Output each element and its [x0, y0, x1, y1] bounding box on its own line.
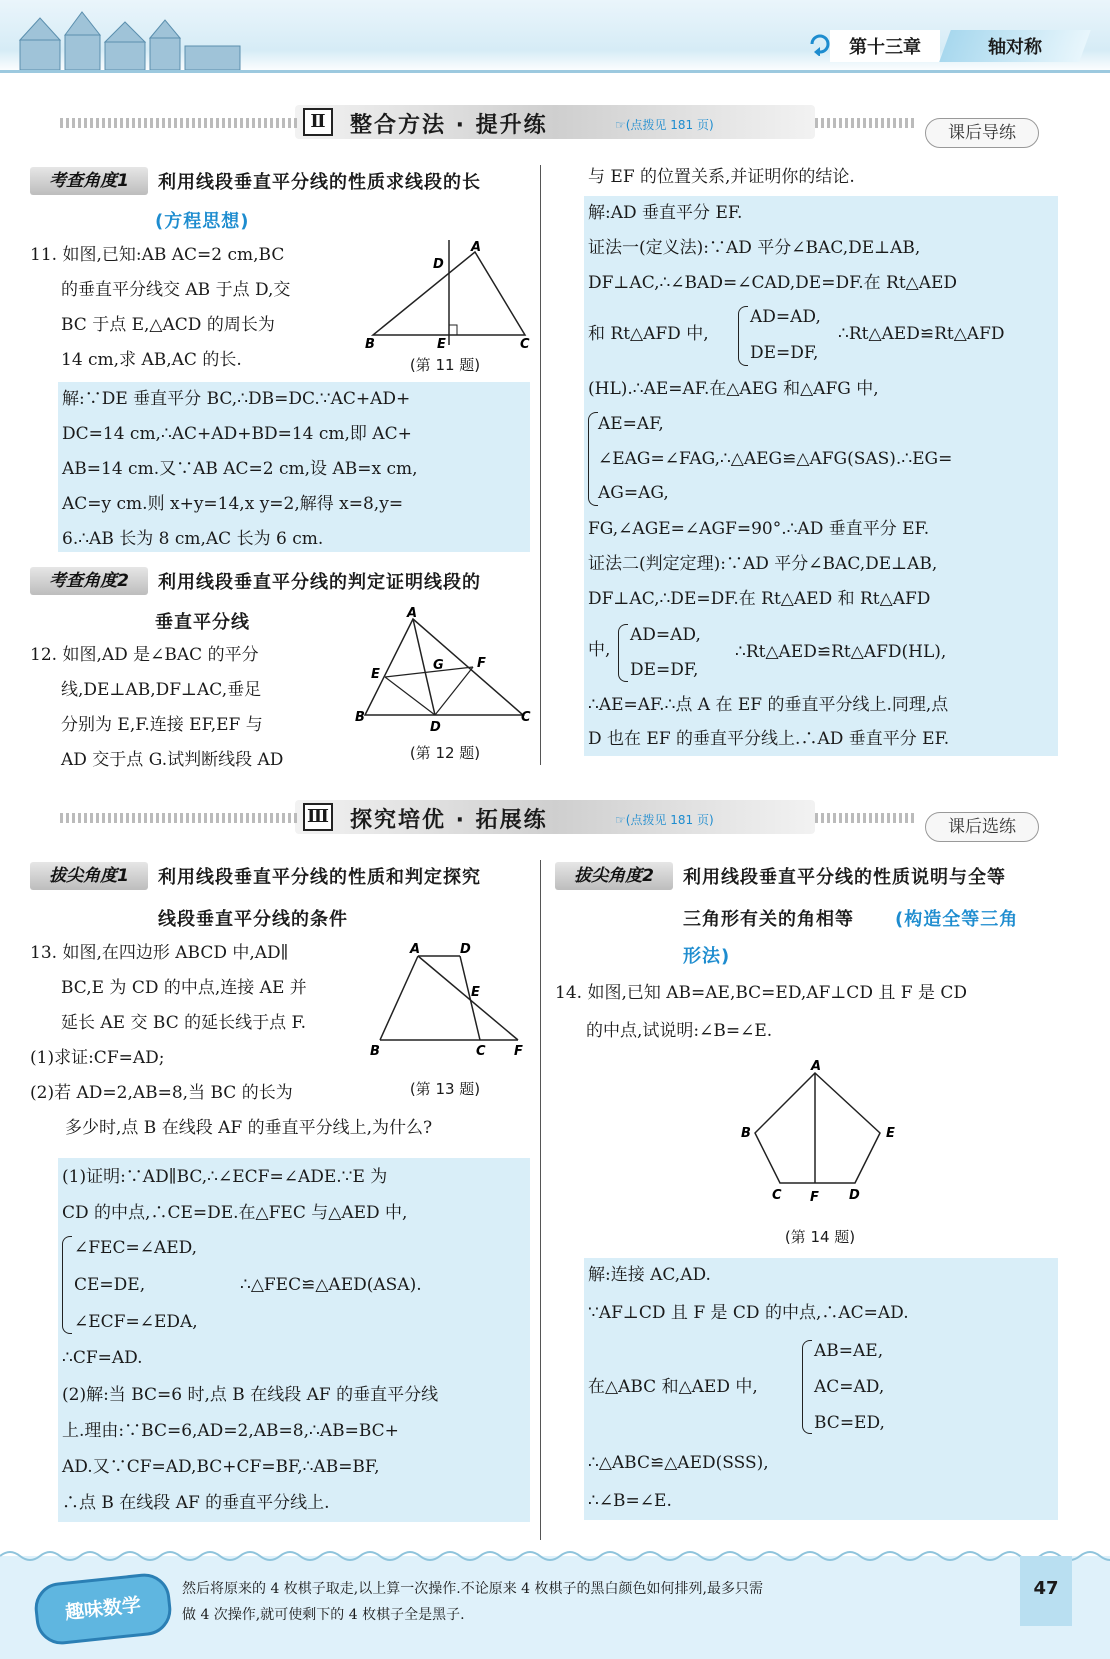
header-rule	[0, 70, 1110, 73]
solution-line: 上.理由:∵BC=6,AD=2,AB=8,∴AB=BC+	[62, 1421, 399, 1441]
q12-line: 分别为 E,F.连接 EF,EF 与	[61, 715, 263, 735]
angle2-text: 利用线段垂直平分线的判定证明线段的	[158, 572, 481, 593]
q12-line: 线,DE⊥AB,DF⊥AC,垂足	[61, 680, 262, 700]
solution-line: FG,∠AGE=∠AGF=90°.∴AD 垂直平分 EF.	[588, 519, 930, 539]
arrow-icon	[808, 32, 830, 56]
solution-line: AB=14 cm.又∵AB AC=2 cm,设 AB=x cm,	[62, 459, 418, 479]
q11-text	[30, 238, 290, 378]
solution-line: ∴点 B 在线段 AF 的垂直平分线上.	[62, 1493, 330, 1513]
label-C: C	[476, 1044, 486, 1059]
angle4-tag: 拔尖角度2	[555, 862, 673, 890]
label-F: F	[810, 1190, 819, 1205]
label-D: D	[433, 257, 444, 272]
angle4-text: 利用线段垂直平分线的性质说明与全等	[683, 867, 1006, 888]
label-C: C	[521, 710, 531, 725]
label-A: A	[471, 240, 482, 255]
angle4-method2: 形法)	[683, 946, 731, 967]
q12-text	[30, 638, 283, 778]
label-E: E	[371, 667, 380, 682]
label-B: B	[365, 337, 375, 350]
section2-title: 整合方法 · 提升练	[350, 113, 548, 138]
label-E: E	[886, 1126, 895, 1141]
banner-stripes	[815, 118, 915, 128]
q11-figure	[365, 240, 535, 350]
footer-logo: 趣味数学	[32, 1571, 174, 1647]
system-line: ∠FEC=∠AED,	[74, 1238, 198, 1258]
banner-stripes	[815, 813, 915, 823]
solution-line: 6.∴AB 长为 8 cm,AC 长为 6 cm.	[62, 529, 324, 549]
section2-hint: ☞(点拨见 181 页)	[615, 118, 714, 132]
q12-right-line: 与 EF 的位置关系,并证明你的结论.	[588, 167, 855, 187]
footer-wave	[0, 1548, 1110, 1562]
q13-sub: (2)若 AD=2,AB=8,当 BC 的长为	[30, 1083, 293, 1103]
section2-pill: 课后导练	[925, 118, 1039, 148]
solution-line: AC=y cm.则 x+y=14,x y=2,解得 x=8,y=	[62, 494, 404, 514]
brace	[62, 1236, 72, 1334]
system-line: CE=DE,	[74, 1275, 146, 1295]
solution-line: ∴∠B=∠E.	[588, 1491, 672, 1511]
label-C: C	[772, 1188, 782, 1203]
solution-line: D 也在 EF 的垂直平分线上.∴AD 垂直平分 EF.	[588, 729, 950, 749]
system-line: BC=ED,	[814, 1413, 885, 1433]
solution-line: DF⊥AC,∴∠BAD=∠CAD,DE=DF.在 Rt△AED	[588, 273, 958, 293]
solution-line: (1)证明:∵AD∥BC,∴∠ECF=∠ADE.∵E 为	[62, 1167, 388, 1187]
q11-line: BC 于点 E,△ACD 的周长为	[61, 315, 275, 335]
solution-line: CD 的中点,∴CE=DE.在△FEC 与△AED 中,	[62, 1203, 408, 1223]
chapter-label: 第十三章	[830, 30, 940, 62]
solution-line: (2)解:当 BC=6 时,点 B 在线段 AF 的垂直平分线	[62, 1385, 439, 1405]
footer-text	[182, 1576, 763, 1628]
solution-line: DC=14 cm,∴AC+AD+BD=14 cm,即 AC+	[62, 424, 412, 444]
label-B: B	[355, 710, 365, 725]
banner-stripes	[60, 118, 300, 128]
solution-line: ∴△FEC≌△AED(ASA).	[240, 1275, 422, 1295]
solution-line: ∴Rt△AED≌Rt△AFD	[838, 324, 1005, 344]
label-E: E	[437, 337, 446, 350]
solution-line: 证法一(定义法):∵AD 平分∠BAC,DE⊥AB,	[588, 238, 921, 258]
system-line: DE=DF,	[750, 343, 819, 363]
angle1-method: (方程思想)	[155, 211, 250, 232]
system-line: ∠ECF=∠EDA,	[74, 1312, 198, 1332]
label-F: F	[514, 1044, 523, 1059]
solution-line: AD.又∵CF=AD,BC+CF=BF,∴AB=BF,	[62, 1457, 380, 1477]
q13-figure	[368, 940, 533, 1060]
system-line: AC=AD,	[814, 1377, 885, 1397]
solution-line: 证法二(判定定理):∵AD 平分∠BAC,DE⊥AB,	[588, 554, 938, 574]
q14-line: 的中点,试说明:∠B=∠E.	[586, 1021, 773, 1041]
angle1-tag: 考查角度1	[30, 167, 148, 195]
solution-line: ∴CF=AD.	[62, 1348, 143, 1368]
castle-illustration	[0, 0, 260, 72]
solution-line: 中,	[588, 640, 611, 660]
solution-line: ∴Rt△AED≌Rt△AFD(HL),	[735, 642, 947, 662]
solution-line: 在△ABC 和△AED 中,	[588, 1377, 758, 1397]
label-F: F	[477, 656, 486, 671]
angle2-text2: 垂直平分线	[155, 612, 250, 633]
section3-hint: ☞(点拨见 181 页)	[615, 813, 714, 827]
label-B: B	[370, 1044, 380, 1059]
brace	[588, 412, 598, 506]
q14-figure	[735, 1058, 905, 1208]
column-divider	[540, 165, 541, 765]
label-A: A	[407, 606, 418, 621]
section3-pill: 课后选练	[925, 812, 1039, 842]
column-divider	[540, 860, 541, 1540]
solution-line: ∵AF⊥CD 且 F 是 CD 的中点,∴AC=AD.	[588, 1303, 909, 1323]
q13-line: 13. 如图,在四边形 ABCD 中,AD∥	[30, 943, 289, 963]
banner-stripes	[60, 813, 300, 823]
system-line: ∠EAG=∠FAG,∴△AEG≌△AFG(SAS).∴EG=	[598, 449, 953, 469]
angle3-text: 利用线段垂直平分线的性质和判定探究	[158, 867, 481, 888]
label-C: C	[520, 337, 530, 350]
q12-figure	[355, 605, 535, 735]
topic-label: 轴对称	[988, 37, 1042, 58]
solution-line: (HL).∴AE=AF.在△AEG 和△AFG 中,	[588, 379, 879, 399]
label-G: G	[433, 658, 444, 673]
brace	[738, 306, 748, 366]
q11-line: 11. 如图,已知:AB AC=2 cm,BC	[30, 245, 285, 265]
q14-caption: (第 14 题)	[784, 1228, 856, 1246]
brace	[618, 624, 628, 682]
label-A: A	[410, 942, 421, 957]
q13-caption: (第 13 题)	[409, 1080, 481, 1098]
angle4-method: (构造全等三角	[895, 909, 1019, 930]
brace	[802, 1340, 812, 1434]
q12-caption: (第 12 题)	[409, 744, 481, 762]
angle4-text2: 三角形有关的角相等	[683, 909, 854, 930]
solution-line: 解:AD 垂直平分 EF.	[588, 203, 743, 223]
q14-line: 14. 如图,已知 AB=AE,BC=ED,AF⊥CD 且 F 是 CD	[555, 983, 967, 1003]
angle1-text: 利用线段垂直平分线的性质求线段的长	[158, 172, 481, 193]
q13-line: BC,E 为 CD 的中点,连接 AE 并	[61, 978, 307, 998]
q13-sub: 多少时,点 B 在线段 AF 的垂直平分线上,为什么?	[65, 1118, 433, 1138]
solution-line: 解:连接 AC,AD.	[588, 1265, 711, 1285]
system-line: AD=AD,	[630, 625, 701, 645]
label-D: D	[849, 1188, 860, 1203]
q13-line: 延长 AE 交 BC 的延长线于点 F.	[61, 1013, 307, 1033]
label-D: D	[430, 720, 441, 735]
footer-line: 然后将原来的 4 枚棋子取走,以上算一次操作.不论原来 4 枚棋子的黑白颜色如何排列,最多只需	[182, 1581, 763, 1597]
label-A: A	[811, 1059, 822, 1074]
system-line: DE=DF,	[630, 660, 699, 680]
footer-line: 做 4 次操作,就可使剩下的 4 枚棋子全是黑子.	[182, 1607, 465, 1623]
label-E: E	[471, 985, 480, 1000]
section3-title: 探究培优 · 拓展练	[350, 808, 548, 833]
solution-line: ∴AE=AF.∴点 A 在 EF 的垂直平分线上.同理,点	[588, 695, 949, 715]
page-number: 47	[1033, 1578, 1059, 1599]
section2-number: Ⅱ	[303, 108, 333, 136]
q12-line: AD 交于点 G.试判断线段 AD	[61, 750, 284, 770]
system-line: AD=AD,	[750, 307, 821, 327]
angle2-tag: 考查角度2	[30, 567, 148, 595]
q13-sub: (1)求证:CF=AD;	[30, 1048, 165, 1068]
label-D: D	[460, 942, 471, 957]
label-B: B	[741, 1126, 751, 1141]
q11-caption: (第 11 题)	[409, 356, 481, 374]
angle3-tag: 拔尖角度1	[30, 862, 148, 890]
system-line: AE=AF,	[598, 414, 664, 434]
solution-line: 和 Rt△AFD 中,	[588, 324, 709, 344]
q11-line: 14 cm,求 AB,AC 的长.	[61, 350, 242, 370]
solution-line: DF⊥AC,∴DE=DF.在 Rt△AED 和 Rt△AFD	[588, 589, 931, 609]
section3-number: Ⅲ	[303, 803, 333, 831]
solution-line: 解:∵DE 垂直平分 BC,∴DB=DC.∵AC+AD+	[62, 389, 411, 409]
q12-line: 12. 如图,AD 是∠BAC 的平分	[30, 645, 259, 665]
solution-line: ∴△ABC≌△AED(SSS),	[588, 1453, 769, 1473]
q11-solution	[58, 382, 530, 552]
system-line: AB=AE,	[814, 1341, 884, 1361]
q11-line: 的垂直平分线交 AB 于点 D,交	[61, 280, 291, 300]
angle3-text2: 线段垂直平分线的条件	[158, 909, 348, 930]
system-line: AG=AG,	[598, 483, 669, 503]
